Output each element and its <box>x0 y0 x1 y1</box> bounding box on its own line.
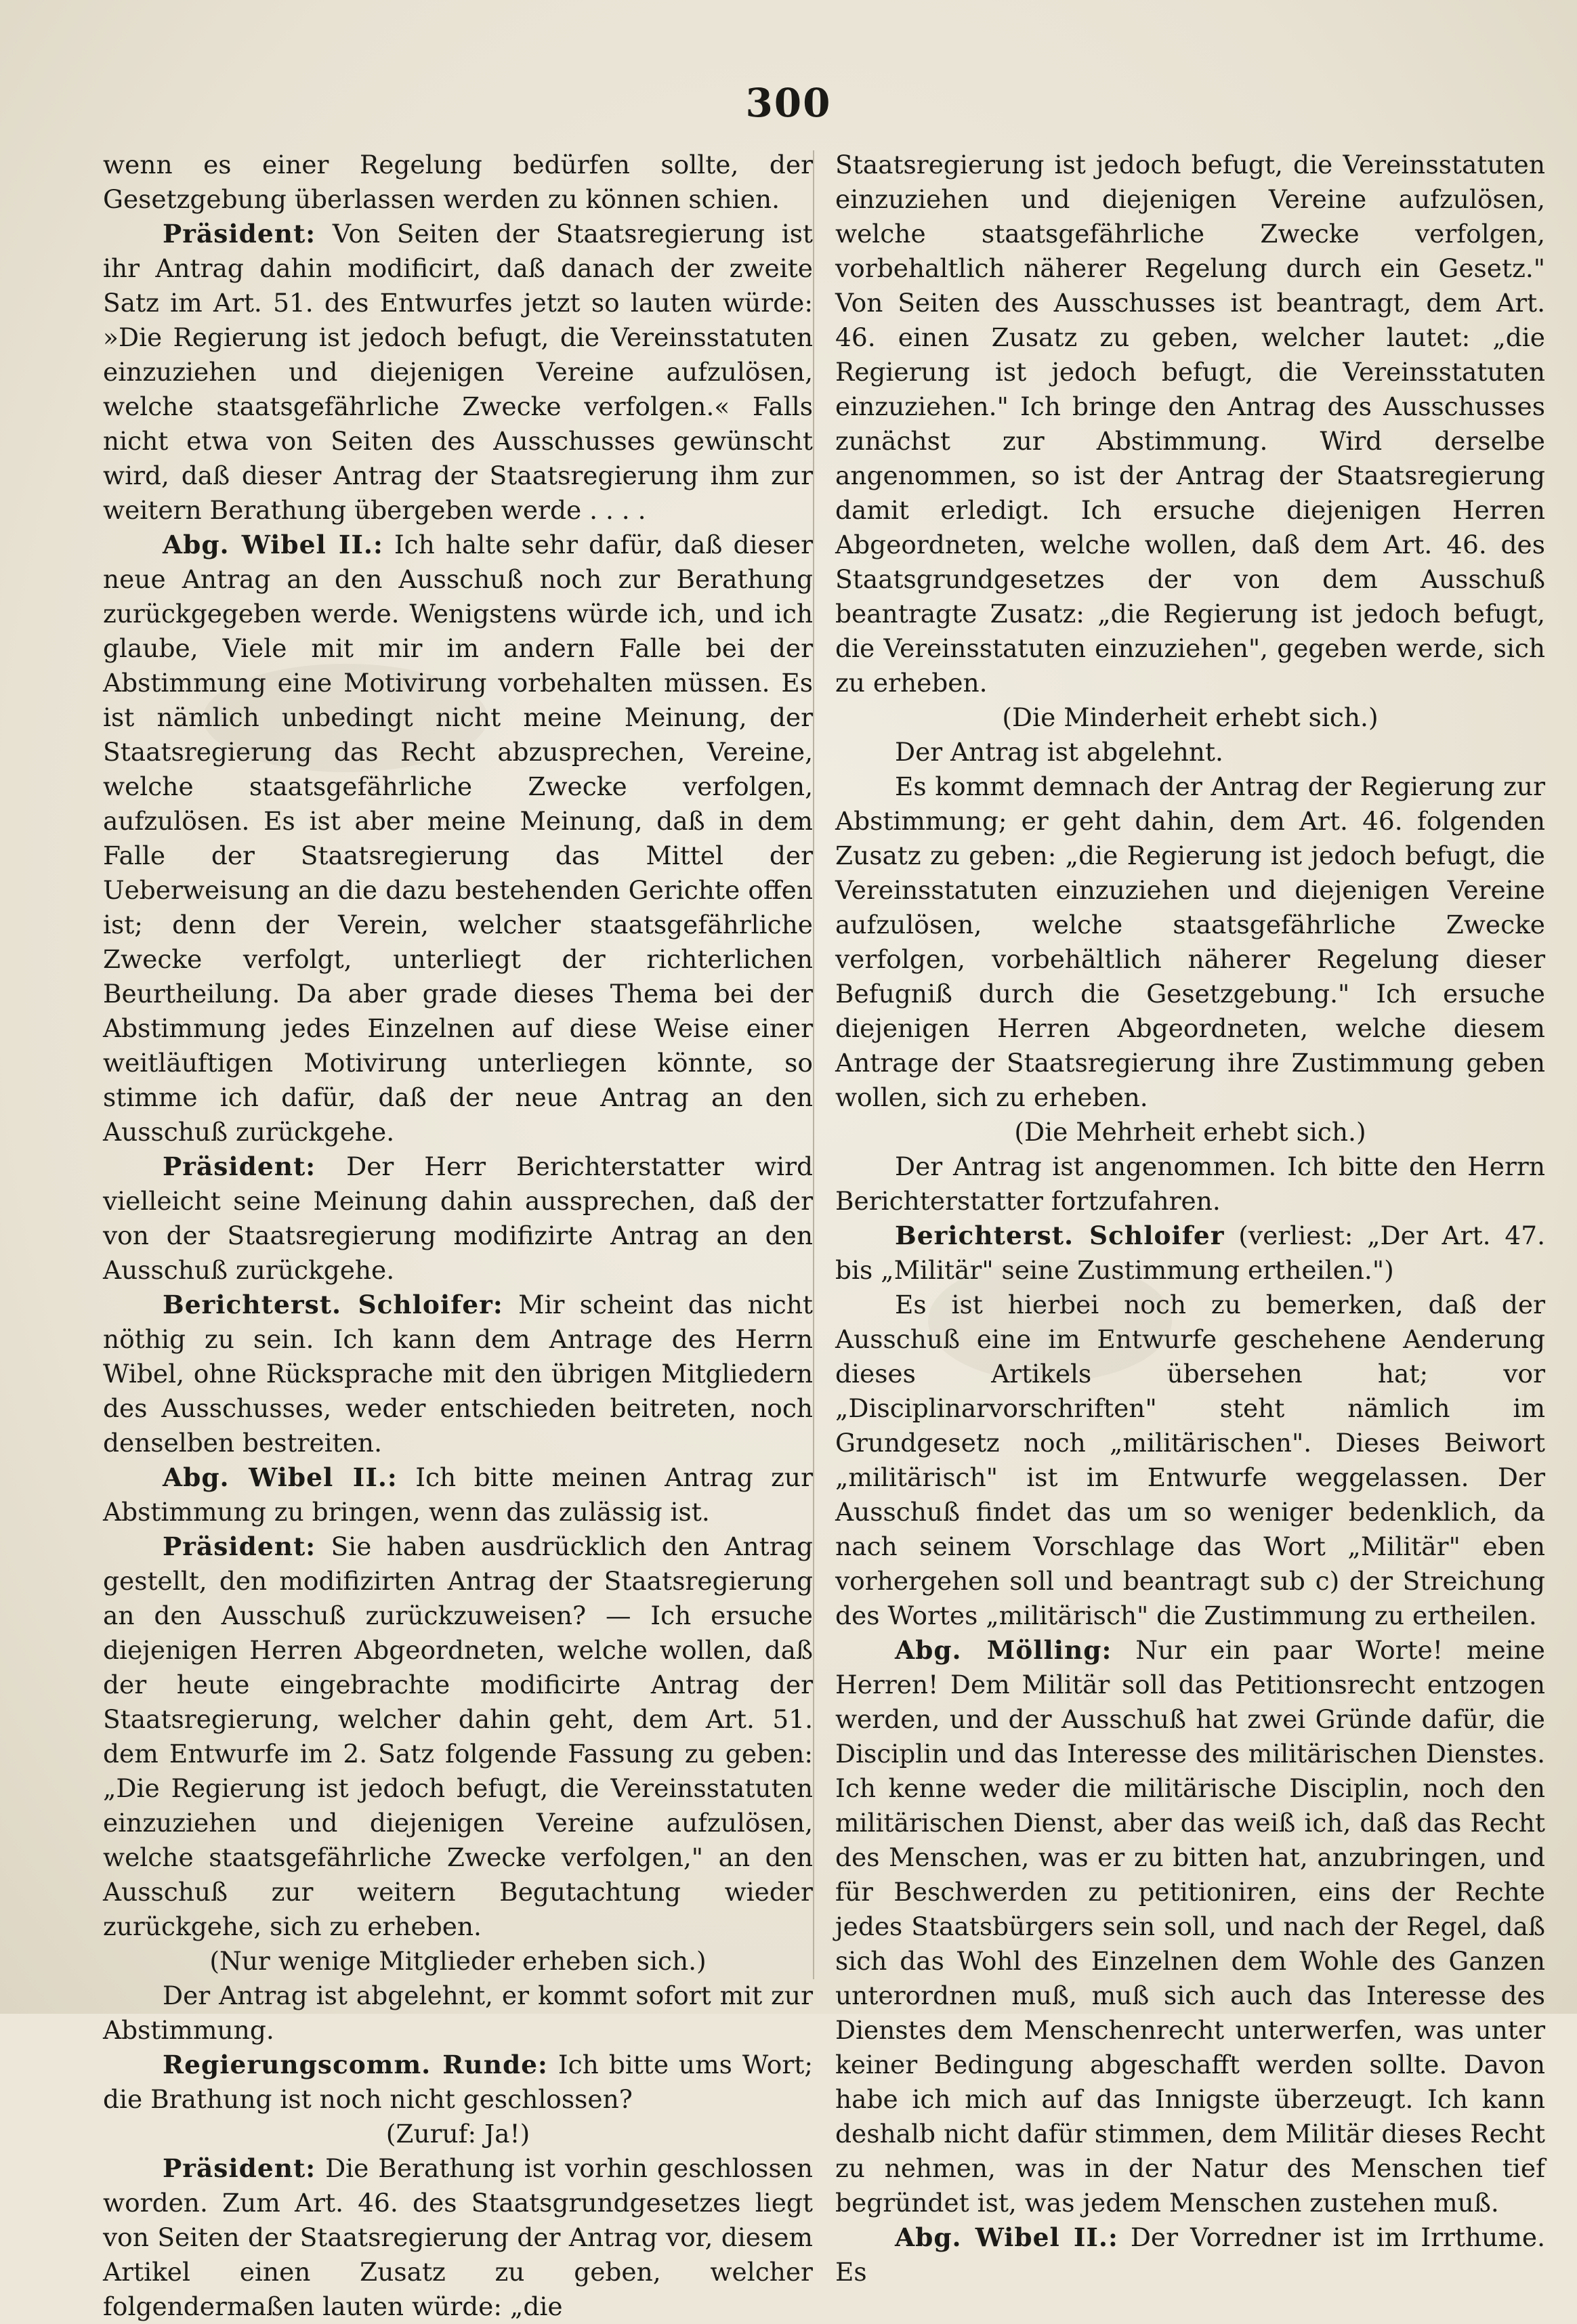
speaker-name: Präsident: <box>163 2153 316 2183</box>
paragraph-text: (Die Mehrheit erhebt sich.) <box>1014 1117 1366 1147</box>
paragraph-text: Ich bitte ums Wort; die Brathung ist noch nicht geschlossen? <box>103 2050 814 2114</box>
paragraph <box>835 1219 1545 1288</box>
paragraph <box>103 1288 813 1460</box>
speaker-name: Präsident: <box>163 1152 316 1181</box>
paragraph-text: Der Herr Berichterstatter wird vielleicht seine Meinung dahin aussprechen, daß der von der Staatsregierung modifizirte Antrag an den Ausschuß zurückgehe. <box>103 1152 814 1285</box>
paragraph <box>103 528 813 1149</box>
right-column <box>835 148 1545 2289</box>
paragraph <box>103 217 813 528</box>
paragraph <box>835 1149 1545 1219</box>
paragraph-text: Es ist hierbei noch zu bemerken, daß der Ausschuß eine im Entwurfe geschehene Aenderung dieses Artikels übersehen hat; vor „Disciplinarvorschriften" steht nämlich im Grundgesetz noch „militärischen". Dieses Beiwort „militärisch" ist im Entwurfe weggelassen. Der Ausschuß findet das um so weniger bedenklich, da nach seinem Vorschlage das Wort „Militär" eben vorhergehen soll und beantragt sub c) der Streichung des Wortes „militärisch" die Zustimmung zu ertheilen. <box>835 1290 1545 1630</box>
paragraph <box>103 1529 813 1944</box>
paragraph <box>103 1944 813 1979</box>
page-number: 300 <box>745 80 832 126</box>
paragraph <box>103 2048 813 2117</box>
paragraph-text: (Die Minderheit erhebt sich.) <box>1002 702 1379 732</box>
paragraph-text: Ich bitte meinen Antrag zur Abstimmung zu bringen, wenn das zulässig ist. <box>103 1462 813 1527</box>
paragraph <box>835 2220 1545 2289</box>
left-column <box>103 148 813 2324</box>
paragraph <box>103 1979 813 2048</box>
paragraph <box>103 148 813 217</box>
paragraph-text: Mir scheint das nicht nöthig zu sein. Ich kann dem Antrage des Herrn Wibel, ohne Rücksprache mit den übrigen Mitgliedern des Ausschusses, weder entschieden beitreten, noch denselben bestreiten. <box>103 1290 813 1458</box>
paragraph <box>835 1633 1545 2220</box>
paragraph-text: Die Berathung ist vorhin geschlossen worden. Zum Art. 46. des Staatsgrundgesetzes liegt von Seiten der Staatsregierung der Antrag vor, diesem Artikel einen Zusatz zu geben, welcher folgendermaßen lauten würde: „die <box>103 2153 813 2321</box>
paragraph <box>103 1460 813 1529</box>
paragraph-text: Staatsregierung ist jedoch befugt, die Vereinsstatuten einzuziehen und diejenigen Vereine aufzulösen, welche staatsgefährliche Zwecke verfolgen, vorbehaltlich näherer Regelung durch ein Gesetz." Von Seiten des Ausschusses ist beantragt, dem Art. 46. einen Zusatz zu geben, welcher lautet: „die Regierung ist jedoch befugt, die Vereinsstatuten einzuziehen." Ich bringe den Antrag des Ausschusses zunächst zur Abstimmung. Wird derselbe angenommen, so ist der Antrag der Staatsregierung damit erledigt. Ich ersuche diejenigen Herren Abgeordneten, welche wollen, daß dem Art. 46. des Staatsgrundgesetzes der von dem Ausschuß beantragte Zusatz: „die Regierung ist jedoch befugt, die Vereinsstatuten einzuziehen", gegeben werde, sich zu erheben. <box>835 150 1545 698</box>
paragraph-text: Der Antrag ist angenommen. Ich bitte den Herrn Berichterstatter fortzufahren. <box>835 1152 1545 1216</box>
paragraph-text: Der Vorredner ist im Irrthume. Es <box>835 2222 1545 2287</box>
paragraph <box>835 1288 1545 1633</box>
speaker-name: Berichterst. Schloifer: <box>163 1290 503 1319</box>
paragraph <box>835 769 1545 1115</box>
paragraph-text: Sie haben ausdrücklich den Antrag gestellt, den modifizirten Antrag der Staatsregierung an den Ausschuß zurückzuweisen? — Ich ersuche diejenigen Herren Abgeordneten, welche wollen, daß der heute eingebrachte modificirte Antrag der Staatsregierung, welcher dahin geht, dem Art. 51. dem Entwurfe im 2. Satz folgende Fassung zu geben: „Die Regierung ist jedoch befugt, die Vereinsstatuten einzuziehen und diejenigen Vereine aufzulösen, welche staatsgefährliche Zwecke verfolgen," an den Ausschuß zur weitern Begutachtung wieder zurückgehe, sich zu erheben. <box>103 1531 814 1941</box>
paragraph-text: (Zuruf: Ja!) <box>385 2119 530 2149</box>
paragraph <box>103 2151 813 2324</box>
paragraph-text: Der Antrag ist abgelehnt. <box>895 737 1223 767</box>
speaker-name: Abg. Wibel II.: <box>163 530 383 559</box>
paragraph <box>835 148 1545 700</box>
paragraph-text: (Nur wenige Mitglieder erheben sich.) <box>209 1946 707 1976</box>
paragraph <box>835 700 1545 735</box>
paragraph-text: Es kommt demnach der Antrag der Regierung zur Abstimmung; er geht dahin, dem Art. 46. folgenden Zusatz zu geben: „die Regierung ist jedoch befugt, die Vereinsstatuten einzuziehen und diejenigen Vereine aufzulösen, welche staatsgefährliche Zwecke verfolgen, vorbehältlich näherer Regelung dieser Befugniß durch die Gesetzgebung." Ich ersuche diejenigen Herren Abgeordneten, welche diesem Antrage der Staatsregierung ihre Zustimmung geben wollen, sich zu erheben. <box>835 772 1545 1112</box>
speaker-name: Präsident: <box>163 219 316 249</box>
speaker-name: Präsident: <box>163 1531 316 1561</box>
paragraph <box>103 1149 813 1288</box>
speaker-name: Abg. Wibel II.: <box>895 2222 1118 2252</box>
speaker-name: Abg. Wibel II.: <box>163 1462 398 1492</box>
paragraph-text: Ich halte sehr dafür, daß dieser neue Antrag an den Ausschuß noch zur Berathung zurückgegeben werde. Wenigstens würde ich, und ich glaube, Viele mit mir im andern Falle bei der Abstimmung eine Motivirung vorbehalten müssen. Es ist nämlich unbedingt nicht meine Meinung, der Staatsregierung das Recht abzusprechen, Vereine, welche staatsgefährliche Zwecke verfolgen, aufzulösen. Es ist aber meine Meinung, daß in dem Falle der Staatsregierung das Mittel der Ueberweisung an die dazu bestehenden Gerichte offen ist; denn der Verein, welcher staatsgefährliche Zwecke verfolgt, unterliegt der richterlichen Beurtheilung. Da aber grade dieses Thema bei der Abstimmung jedes Einzelnen auf diese Weise einer weitläuftigen Motivirung unterliegen könnte, so stimme ich dafür, daß der neue Antrag an den Ausschuß zurückgehe. <box>103 530 814 1147</box>
speaker-name: Abg. Mölling: <box>895 1635 1112 1665</box>
paragraph-text: Der Antrag ist abgelehnt, er kommt sofort mit zur Abstimmung. <box>103 1981 813 2045</box>
paragraph-text: wenn es einer Regelung bedürfen sollte, der Gesetzgebung überlassen werden zu können schien. <box>103 150 813 214</box>
paragraph-text: Nur ein paar Worte! meine Herren! Dem Militär soll das Petitionsrecht entzogen werden, und der Ausschuß hat zwei Gründe dafür, die Disciplin und das Interesse des militärischen Dienstes. Ich kenne weder die militärische Disciplin, noch den militärischen Dienst, aber das weiß ich, daß das Recht des Menschen, was er zu bitten hat, anzubringen, und für Beschwerden zu petitioniren, eins der Rechte jedes Staatsbürgers sein soll, und nach der Regel, daß sich das Wohl des Einzelnen dem Wohle des Ganzen unterordnen muß, muß sich auch das Interesse des Dienstes dem Menschenrecht unterwerfen, was unter keiner Bedingung abgeschafft werden sollte. Davon habe ich mich auf das Innigste überzeugt. Ich kann deshalb nicht dafür stimmen, dem Militär dieses Recht zu nehmen, was in der Natur des Menschen tief begründet ist, was jedem Menschen zustehen muß. <box>835 1635 1545 2218</box>
paragraph-text: (verliest: „Der Art. 47. bis „Militär" seine Zustimmung ertheilen.") <box>835 1221 1545 1285</box>
paragraph <box>835 1115 1545 1149</box>
paragraph <box>835 735 1545 769</box>
paragraph <box>103 2117 813 2151</box>
speaker-name: Regierungscomm. Runde: <box>163 2050 548 2079</box>
column-divider <box>813 150 814 1979</box>
paragraph-text: Von Seiten der Staatsregierung ist ihr Antrag dahin modificirt, daß danach der zweite Satz im Art. 51. des Entwurfes jetzt so lauten würde: »Die Regierung ist jedoch befugt, die Vereinsstatuten einzuziehen und diejenigen Vereine aufzulösen, welche staatsgefährliche Zwecke verfolgen.« Falls nicht etwa von Seiten des Ausschusses gewünscht wird, daß dieser Antrag der Staatsregierung ihm zur weitern Berathung übergeben werde . . . . <box>103 219 814 525</box>
speaker-name: Berichterst. Schloifer <box>895 1221 1225 1250</box>
